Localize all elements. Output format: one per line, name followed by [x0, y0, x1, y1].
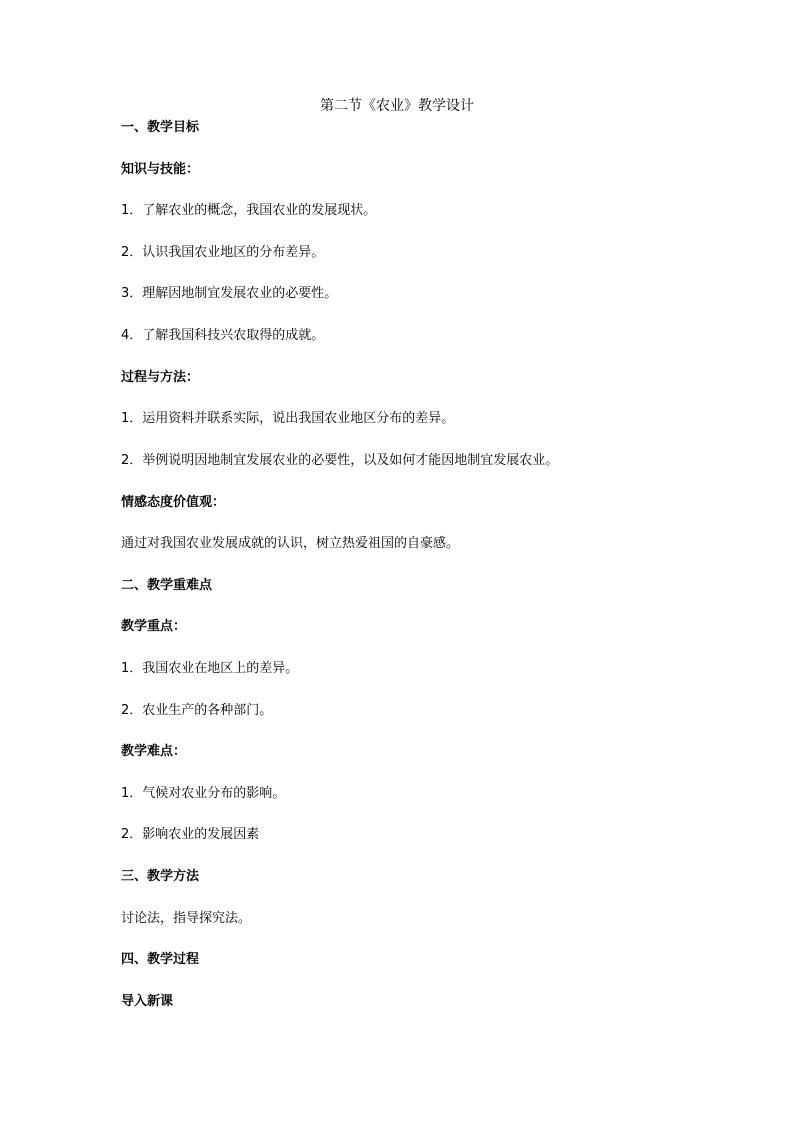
list-item: 1．我国农业在地区上的差异。 [121, 661, 299, 676]
subheading-attitudes-values: 情感态度价值观： [121, 495, 226, 510]
list-item: 1．气候对农业分布的影响。 [121, 786, 286, 801]
list-item: 2．举例说明因地制宜发展农业的必要性，以及如何才能因地制宜发展农业。 [121, 453, 559, 468]
list-item: 4．了解我国科技兴农取得的成就。 [121, 328, 325, 343]
subheading-introduction: 导入新课 [121, 994, 174, 1009]
section-heading-methods: 三、教学方法 [121, 869, 200, 884]
paragraph: 通过对我国农业发展成就的认识，树立热爱祖国的自豪感。 [121, 536, 460, 551]
section-heading-objectives: 一、教学目标 [121, 120, 200, 135]
list-item: 1．了解农业的概念，我国农业的发展现状。 [121, 203, 377, 218]
subheading-knowledge-skills: 知识与技能： [121, 162, 200, 177]
paragraph: 讨论法，指导探究法。 [121, 911, 252, 926]
section-heading-key-points: 二、教学重难点 [121, 578, 213, 593]
subheading-key-points: 教学重点： [121, 619, 187, 634]
list-item: 2．农业生产的各种部门。 [121, 703, 273, 718]
list-item: 2．认识我国农业地区的分布差异。 [121, 245, 325, 260]
document-title: 第二节《农业》教学设计 [320, 98, 474, 114]
list-item: 3．理解因地制宜发展农业的必要性。 [121, 286, 338, 301]
subheading-difficulties: 教学难点： [121, 744, 187, 759]
list-item: 2．影响农业的发展因素 [121, 827, 260, 842]
list-item: 1．运用资料并联系实际，说出我国农业地区分布的差异。 [121, 411, 455, 426]
subheading-process-methods: 过程与方法： [121, 370, 200, 385]
section-heading-process: 四、教学过程 [121, 952, 200, 967]
